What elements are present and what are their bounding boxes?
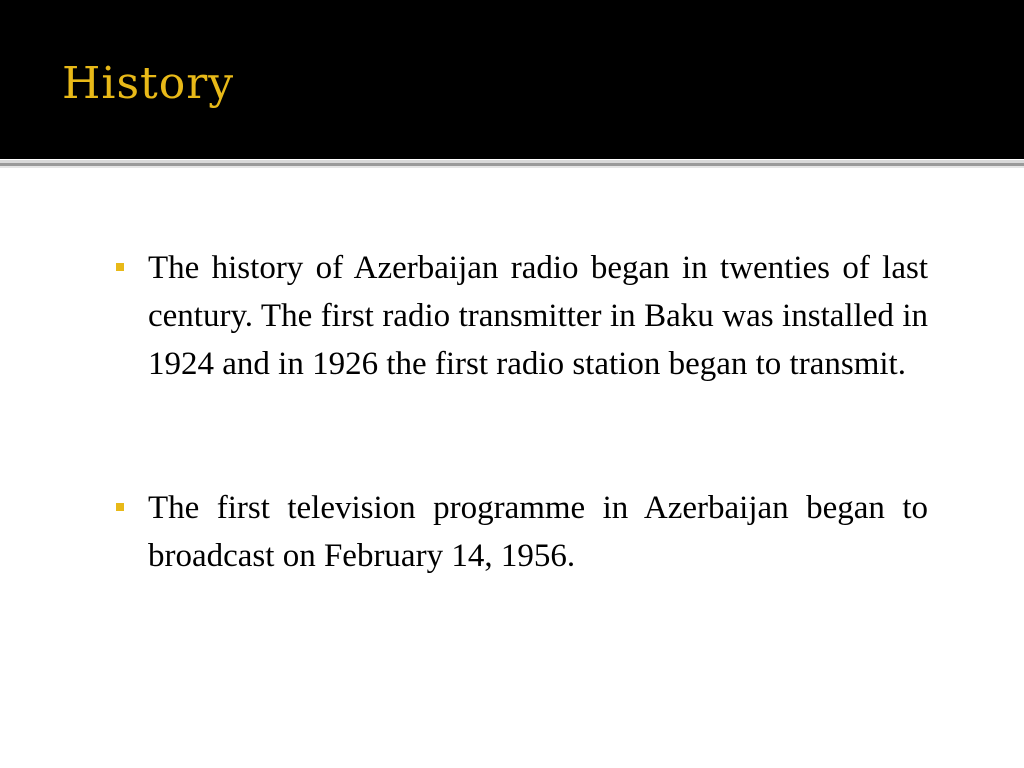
square-bullet-icon [116, 263, 124, 271]
slide-title: History [62, 58, 235, 109]
square-bullet-icon [116, 503, 124, 511]
bullet-text: The history of Azerbaijan radio began in twenties of last century. The first radio transmitter in Baku was installed in 1924 and in 1926 the first radio station began to transmit. [148, 250, 928, 382]
bullet-item [110, 244, 928, 388]
bullet-text: The first television programme in Azerbaijan began to broadcast on February 14, 1956. [148, 490, 928, 574]
title-bar [0, 0, 1024, 159]
divider-rule-faint [0, 166, 1024, 168]
bullet-item [110, 484, 928, 580]
